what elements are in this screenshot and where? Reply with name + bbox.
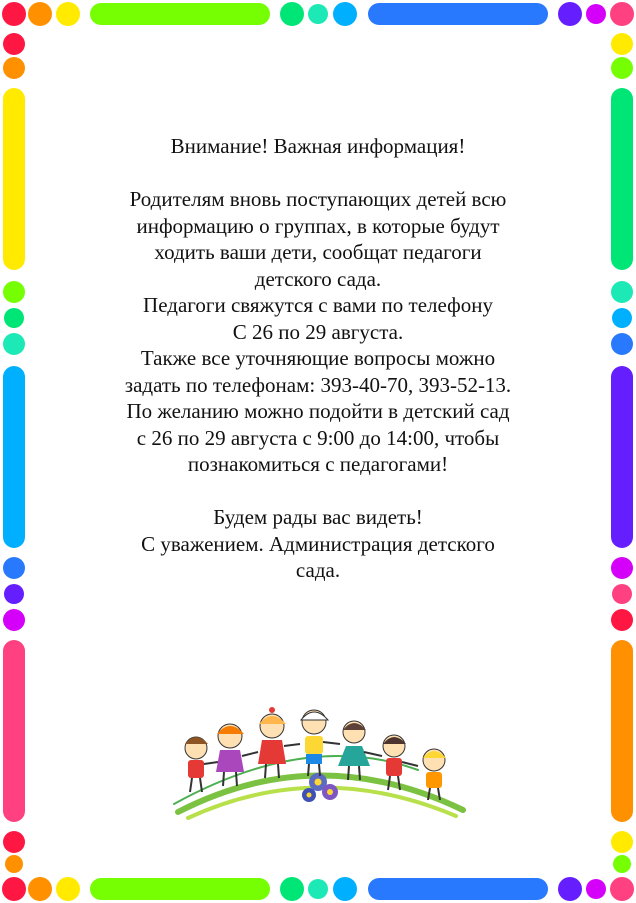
border-pill <box>3 88 25 270</box>
notice-line: информацию о группах, в которые будут <box>136 213 500 238</box>
border-dot <box>308 4 328 24</box>
border-dot <box>4 584 24 604</box>
child-figure <box>301 710 340 776</box>
children-holding-hands-illustration <box>168 700 468 825</box>
notice-line: Также все уточняющие вопросы можно <box>140 346 496 370</box>
notice-line: ходить ваши дети, сообщат педагоги <box>154 240 482 264</box>
border-pill <box>368 878 548 900</box>
border-pill <box>3 640 25 822</box>
border-pill <box>3 366 25 548</box>
closing-signature: С уважением. Администрация детского <box>141 531 495 556</box>
border-dot <box>3 281 25 303</box>
border-dot <box>280 877 304 901</box>
border-dot <box>333 877 357 901</box>
border-dot <box>56 2 80 26</box>
child-figure <box>338 721 382 780</box>
border-dot <box>611 831 633 853</box>
border-dot <box>333 2 357 26</box>
border-pill <box>611 88 633 270</box>
border-pill <box>90 878 270 900</box>
border-dot <box>3 557 25 579</box>
border-dot <box>610 2 634 26</box>
border-dot <box>611 557 633 579</box>
border-dot <box>613 855 631 873</box>
border-pill <box>368 3 548 25</box>
border-dot <box>3 33 25 55</box>
border-dot <box>611 33 633 55</box>
notice-line: детского сада. <box>254 266 382 291</box>
border-dot <box>5 855 23 873</box>
closing-greeting: Будем рады вас видеть! <box>213 505 423 529</box>
border-dot <box>610 877 634 901</box>
notice-line: Педагоги свяжутся с вами по телефону <box>143 293 493 317</box>
child-figure <box>383 735 418 790</box>
child-figure <box>216 724 258 786</box>
border-dot <box>558 877 582 901</box>
border-pill <box>611 366 633 548</box>
border-dot <box>558 2 582 26</box>
border-dot <box>3 333 25 355</box>
border-dot <box>56 877 80 901</box>
border-dot <box>280 2 304 26</box>
notice-line: задать по телефонам: 393-40-70, 393-52-13. <box>124 372 512 397</box>
border-dot <box>4 308 24 328</box>
border-dot <box>308 879 328 899</box>
border-dot <box>3 609 25 631</box>
border-dot <box>611 609 633 631</box>
border-dot <box>586 879 606 899</box>
border-dot <box>28 877 52 901</box>
notice-line: С 26 по 29 августа. <box>232 319 404 344</box>
border-dot <box>611 333 633 355</box>
border-dot <box>612 308 632 328</box>
border-dot <box>612 584 632 604</box>
border-pill <box>611 640 633 822</box>
border-dot <box>586 4 606 24</box>
border-pill <box>90 3 270 25</box>
notice-title: Внимание! Важная информация! <box>170 134 466 158</box>
notice-line: Родителям вновь поступающих детей всю <box>129 187 507 211</box>
border-dot <box>28 2 52 26</box>
border-dot <box>3 831 25 853</box>
notice-text <box>70 133 566 584</box>
notice-line: с 26 по 29 августа с 9:00 до 14:00, чтобы <box>136 425 500 450</box>
border-dot <box>2 877 26 901</box>
border-dot <box>611 281 633 303</box>
border-dot <box>2 2 26 26</box>
border-dot <box>611 57 633 79</box>
notice-line: По желанию можно подойти в детский сад <box>126 399 510 423</box>
border-dot <box>3 57 25 79</box>
notice-line: познакомиться с педагогами! <box>187 452 449 476</box>
closing-signature: сада. <box>295 558 341 582</box>
